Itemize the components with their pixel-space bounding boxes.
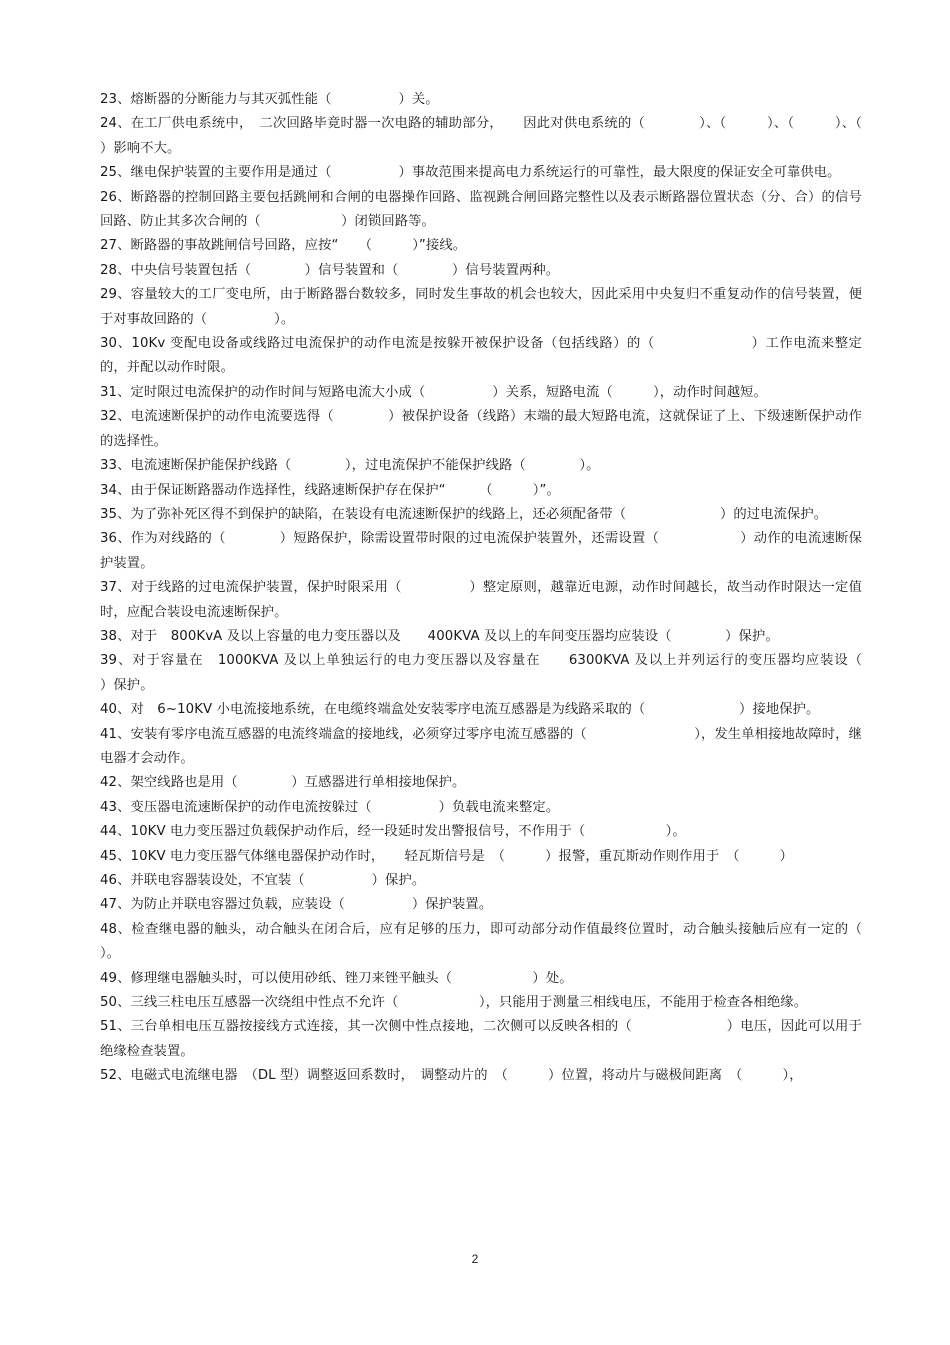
question-list xyxy=(100,88,916,1089)
question-50: 50、三线三柱电压互感器一次绕组中性点不允许（ ），只能用于测量三相线电压，不能用于检查各相绝缘。 xyxy=(100,995,808,1011)
question-51: 51、三台单相电压互器按接线方式连接，其一次侧中性点接地，二次侧可以反映各相的（ ）电压，因此可以用于绝缘检查装置。 xyxy=(100,1019,862,1059)
question-36: 36、作为对线路的（ ）短路保护，除需设置带时限的过电流保护装置外，还需设置（ ）动作的电流速断保护装置。 xyxy=(100,531,862,571)
question-39: 39、对于容量在 1000KVA 及以上单独运行的电力变压器以及容量在 6300KVA 及以上并列运行的变压器均应装设（ ）保护。 xyxy=(100,653,903,693)
question-33: 33、电流速断保护能保护线路（ ），过电流保护不能保护线路（ ）。 xyxy=(100,458,600,474)
question-41: 41、安装有零序电流互感器的电流终端盒的接地线，必须穿过零序电流互感器的（ ），发生单相接地故障时，继电器才会动作。 xyxy=(100,726,862,766)
page-number: 2 xyxy=(471,1252,479,1266)
question-24: 24、在工厂供电系统中， 二次回路毕竟时器一次电路的辅助部分， 因此对供电系统的（ ）、（ ）、（ ）、（ ）影响不大。 xyxy=(100,116,903,156)
question-26: 26、断路器的控制回路主要包括跳闸和合闸的电器操作回路、监视跳合闸回路完整性以及表示断路器位置状态（分、合）的信号回路、防止其多次合闸的（ ）闭锁回路等。 xyxy=(100,189,862,230)
question-29: 29、容量较大的工厂变电所，由于断路器台数较多，同时发生事故的机会也较大，因此采用中央复归不重复动作的信号装置，便于对事故回路的（ ）。 xyxy=(100,287,862,327)
question-31: 31、定时限过电流保护的动作时间与短路电流大小成（ ）关系，短路电流（ ），动作时间越短。 xyxy=(100,384,767,400)
question-32: 32、电流速断保护的动作电流要选得（ ）被保护设备（线路）末端的最大短路电流，这就保证了上、下级速断保护动作的选择性。 xyxy=(100,409,862,449)
question-30: 30、10Kv 变配电设备或线路过电流保护的动作电流是按躲开被保护设备（包括线路）的（ ）工作电流来整定的，并配以动作时限。 xyxy=(100,336,862,376)
question-37: 37、对于线路的过电流保护装置，保护时限采用（ ）整定原则，越靠近电源，动作时间越长，故当动作时限达一定值时，应配合装设电流速断保护。 xyxy=(100,580,862,620)
question-44: 44、10KV 电力变压器过负载保护动作后，经一段延时发出警报信号，不作用于（ ）。 xyxy=(100,824,686,840)
question-48: 48、检查继电器的触头，动合触头在闭合后，应有足够的压力，即可动部分动作值最终位置时，动合触头接触后应有一定的（ ）。 xyxy=(100,921,916,962)
question-45: 45、10KV 电力变压器气体继电器保护动作时， 轻瓦斯信号是 （ ）报警，重瓦斯动作则作用于 （ ） xyxy=(100,848,794,864)
question-28: 28、中央信号装置包括（ ）信号装置和（ ）信号装置两种。 xyxy=(100,262,560,278)
question-34: 34、由于保证断路器动作选择性，线路速断保护存在保护“ （ ）”。 xyxy=(100,482,560,498)
question-43: 43、变压器电流速断保护的动作电流按躲过（ ）负载电流来整定。 xyxy=(100,799,560,815)
question-40: 40、对 6~10KV 小电流接地系统，在电缆终端盒处安装零序电流互感器是为线路采取的（ ）接地保护。 xyxy=(100,702,820,718)
question-23: 23、熔断器的分断能力与其灭弧性能（ ）关。 xyxy=(100,92,439,107)
question-52: 52、电磁式电流继电器 （DL 型）调整返回系数时， 调整动片的 （ ）位置，将动片与磁极间距离 （ ）， xyxy=(100,1068,803,1084)
question-47: 47、为防止并联电容器过负载，应装设（ ）保护装置。 xyxy=(100,897,493,913)
question-49: 49、修理继电器触头时，可以使用砂纸、锉刀来锉平触头（ ）处。 xyxy=(100,970,573,986)
question-27: 27、断路器的事故跳闸信号回路，应按“ （ ）”接线。 xyxy=(100,238,467,254)
question-35: 35、为了弥补死区得不到保护的缺陷，在装设有电流速断保护的线路上，还必须配备带（ ）的过电流保护。 xyxy=(100,506,828,522)
question-38: 38、对于 800KvA 及以上容量的电力变压器以及 400KVA 及以上的车间变压器均应装设（ ）保护。 xyxy=(100,628,779,644)
question-25: 25、继电保护装置的主要作用是通过（ ）事故范围来提高电力系统运行的可靠性，最大限度的保证安全可靠供电。 xyxy=(100,165,841,181)
question-46: 46、并联电容器装设处，不宜装（ ）保护。 xyxy=(100,873,426,888)
question-42: 42、架空线路也是用（ ）互感器进行单相接地保护。 xyxy=(100,775,466,791)
